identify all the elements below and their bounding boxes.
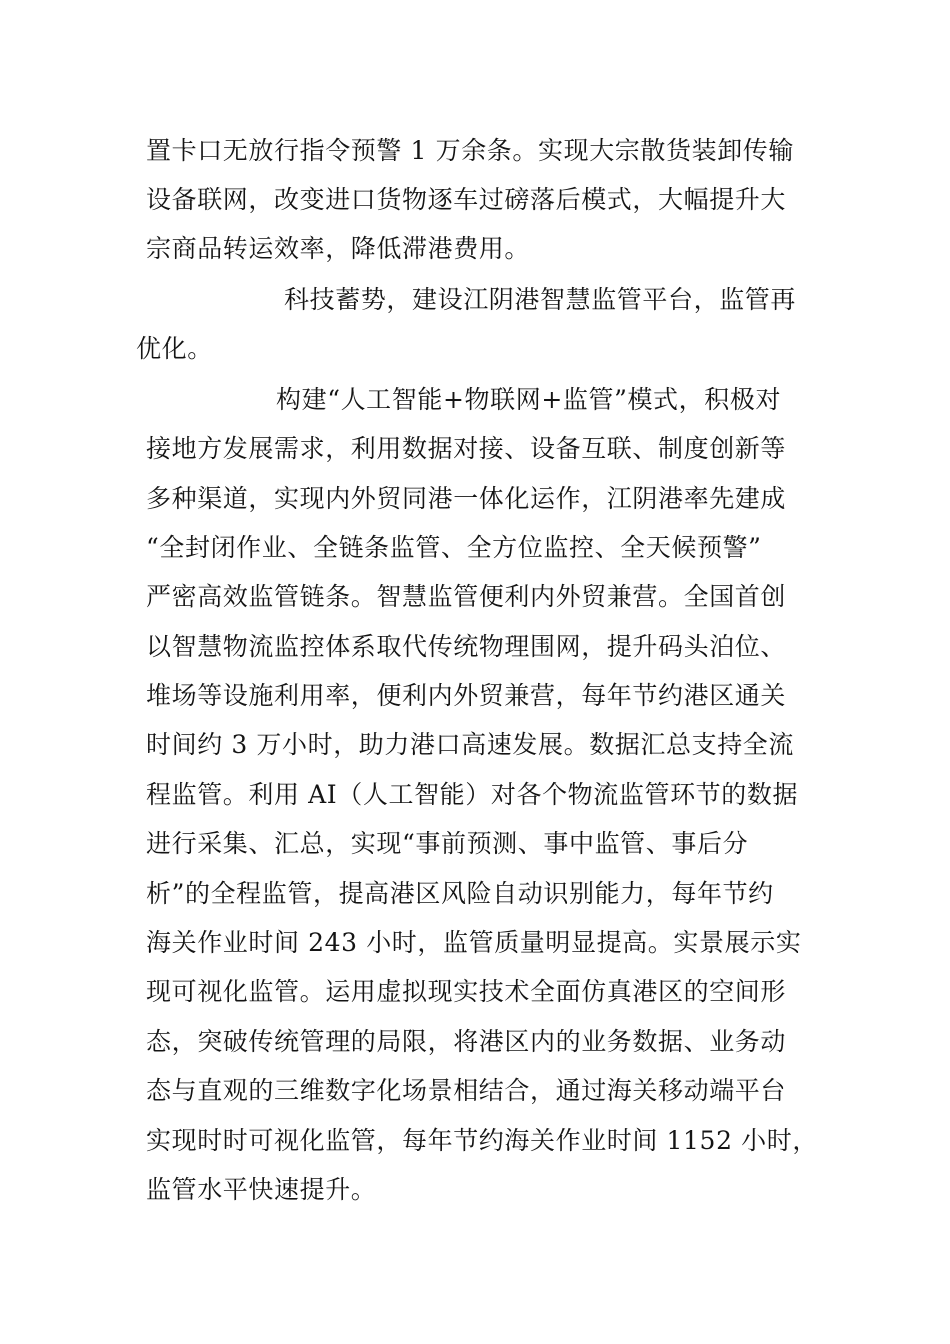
text-line-12: 堆场等设施利用率，便利内外贸兼营，每年节约港区通关 xyxy=(146,681,787,710)
text-line-2: 设备联网，改变进口货物逐车过磅落后模式，大幅提升大 xyxy=(146,185,787,214)
text-line-18: 现可视化监管。运用虚拟现实技术全面仿真港区的空间形 xyxy=(146,977,787,1006)
text-line-10: 严密高效监管链条。智慧监管便利内外贸兼营。全国首创 xyxy=(146,582,787,611)
text-line-21: 实现时时可视化监管，每年节约海关作业时间 1152 小时， xyxy=(146,1126,818,1155)
text-line-7: 接地方发展需求，利用数据对接、设备互联、制度创新等 xyxy=(146,434,787,463)
text-line-15: 进行采集、汇总，实现“事前预测、事中监管、事后分 xyxy=(146,829,749,858)
text-line-22: 监管水平快速提升。 xyxy=(146,1175,377,1204)
section-heading-line-2: 优化。 xyxy=(136,334,213,363)
text-line-3: 宗商品转运效率，降低滞港费用。 xyxy=(146,234,531,263)
text-line-17: 海关作业时间 243 小时，监管质量明显提高。实景展示实 xyxy=(146,928,802,957)
text-line-13: 时间约 3 万小时，助力港口高速发展。数据汇总支持全流 xyxy=(146,730,795,759)
text-line-14: 程监管。利用 AI（人工智能）对各个物流监管环节的数据 xyxy=(146,780,799,809)
section-heading-line-1: 科技蓄势，建设江阴港智慧监管平台，监管再 xyxy=(284,285,797,314)
text-line-19: 态，突破传统管理的局限，将港区内的业务数据、业务动 xyxy=(146,1027,787,1056)
text-line-16: 析”的全程监管，提高港区风险自动识别能力，每年节约 xyxy=(146,879,774,908)
text-line-11: 以智慧物流监控体系取代传统物理围网，提升码头泊位、 xyxy=(146,632,787,661)
text-line-9: “全封闭作业、全链条监管、全方位监控、全天候预警” xyxy=(146,533,762,562)
text-line-1: 置卡口无放行指令预警 1 万余条。实现大宗散货装卸传输 xyxy=(146,136,795,165)
text-line-8: 多种渠道，实现内外贸同港一体化运作，江阴港率先建成 xyxy=(146,484,787,513)
text-line-6: 构建“人工智能+物联网+监管”模式，积极对 xyxy=(276,385,782,414)
text-line-20: 态与直观的三维数字化场景相结合，通过海关移动端平台 xyxy=(146,1076,787,1105)
